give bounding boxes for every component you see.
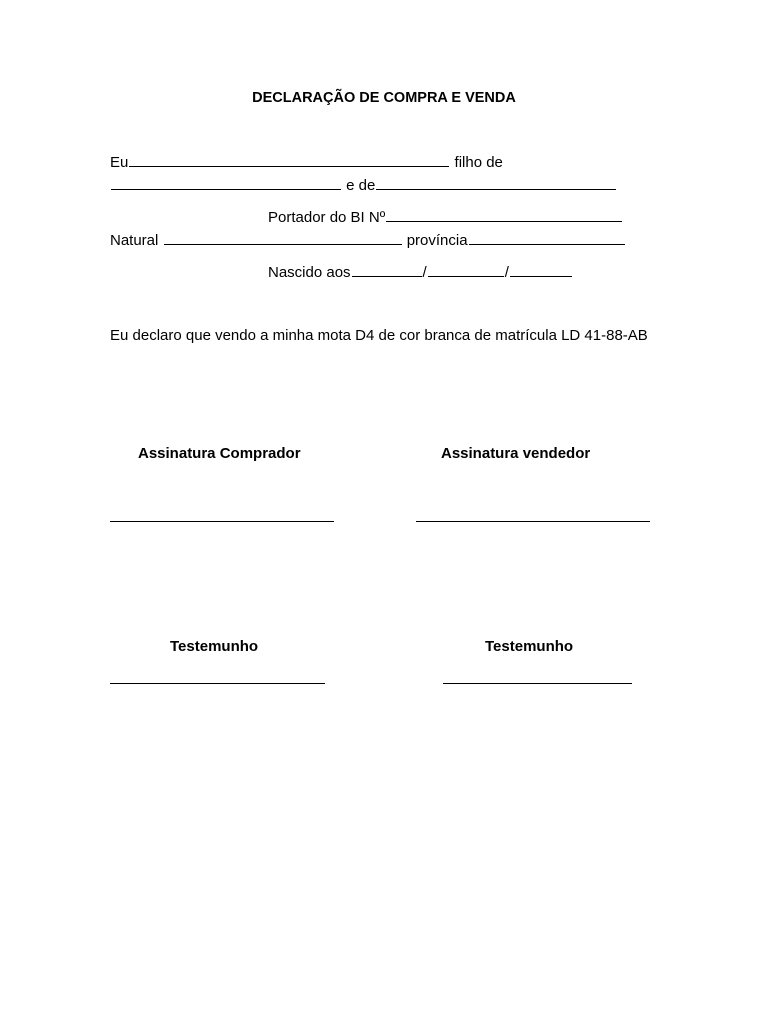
witness-1-label: Testemunho (170, 638, 259, 655)
nascido-label: Nascido aos (268, 264, 351, 281)
name-blank (129, 152, 449, 167)
e-de-label: e de (346, 177, 376, 194)
provincia-label: província (406, 232, 468, 249)
birth-year-blank (510, 262, 572, 277)
natural-line (110, 230, 626, 251)
parents-line (110, 175, 617, 196)
buyer-signature-label: Assinatura Comprador (138, 445, 301, 462)
natural-label: Natural (110, 232, 159, 249)
witness-1-signature-line (110, 683, 325, 684)
eu-line (110, 152, 503, 173)
document-title: DECLARAÇÃO DE COMPRA E VENDA (252, 90, 516, 106)
portador-label: Portador do BI Nº (268, 209, 386, 226)
eu-label: Eu (110, 154, 129, 171)
birth-date-line (268, 262, 573, 283)
seller-signature-line (416, 521, 650, 522)
mother-blank (376, 175, 616, 190)
witness-2-label: Testemunho (485, 638, 574, 655)
witness-2-signature-line (443, 683, 632, 684)
bi-number-blank (386, 207, 622, 222)
natural-blank (164, 230, 402, 245)
provincia-blank (469, 230, 625, 245)
date-separator: / (422, 264, 427, 281)
father-blank (111, 175, 341, 190)
bi-line (268, 207, 623, 228)
birth-day-blank (352, 262, 422, 277)
declaration-text: Eu declaro que vendo a minha mota D4 de cor branca de matrícula LD 41-88-AB (110, 327, 648, 344)
birth-month-blank (428, 262, 504, 277)
seller-signature-label: Assinatura vendedor (441, 445, 591, 462)
buyer-signature-line (110, 521, 334, 522)
date-separator: / (504, 264, 509, 281)
filho-de-label: filho de (454, 154, 503, 171)
